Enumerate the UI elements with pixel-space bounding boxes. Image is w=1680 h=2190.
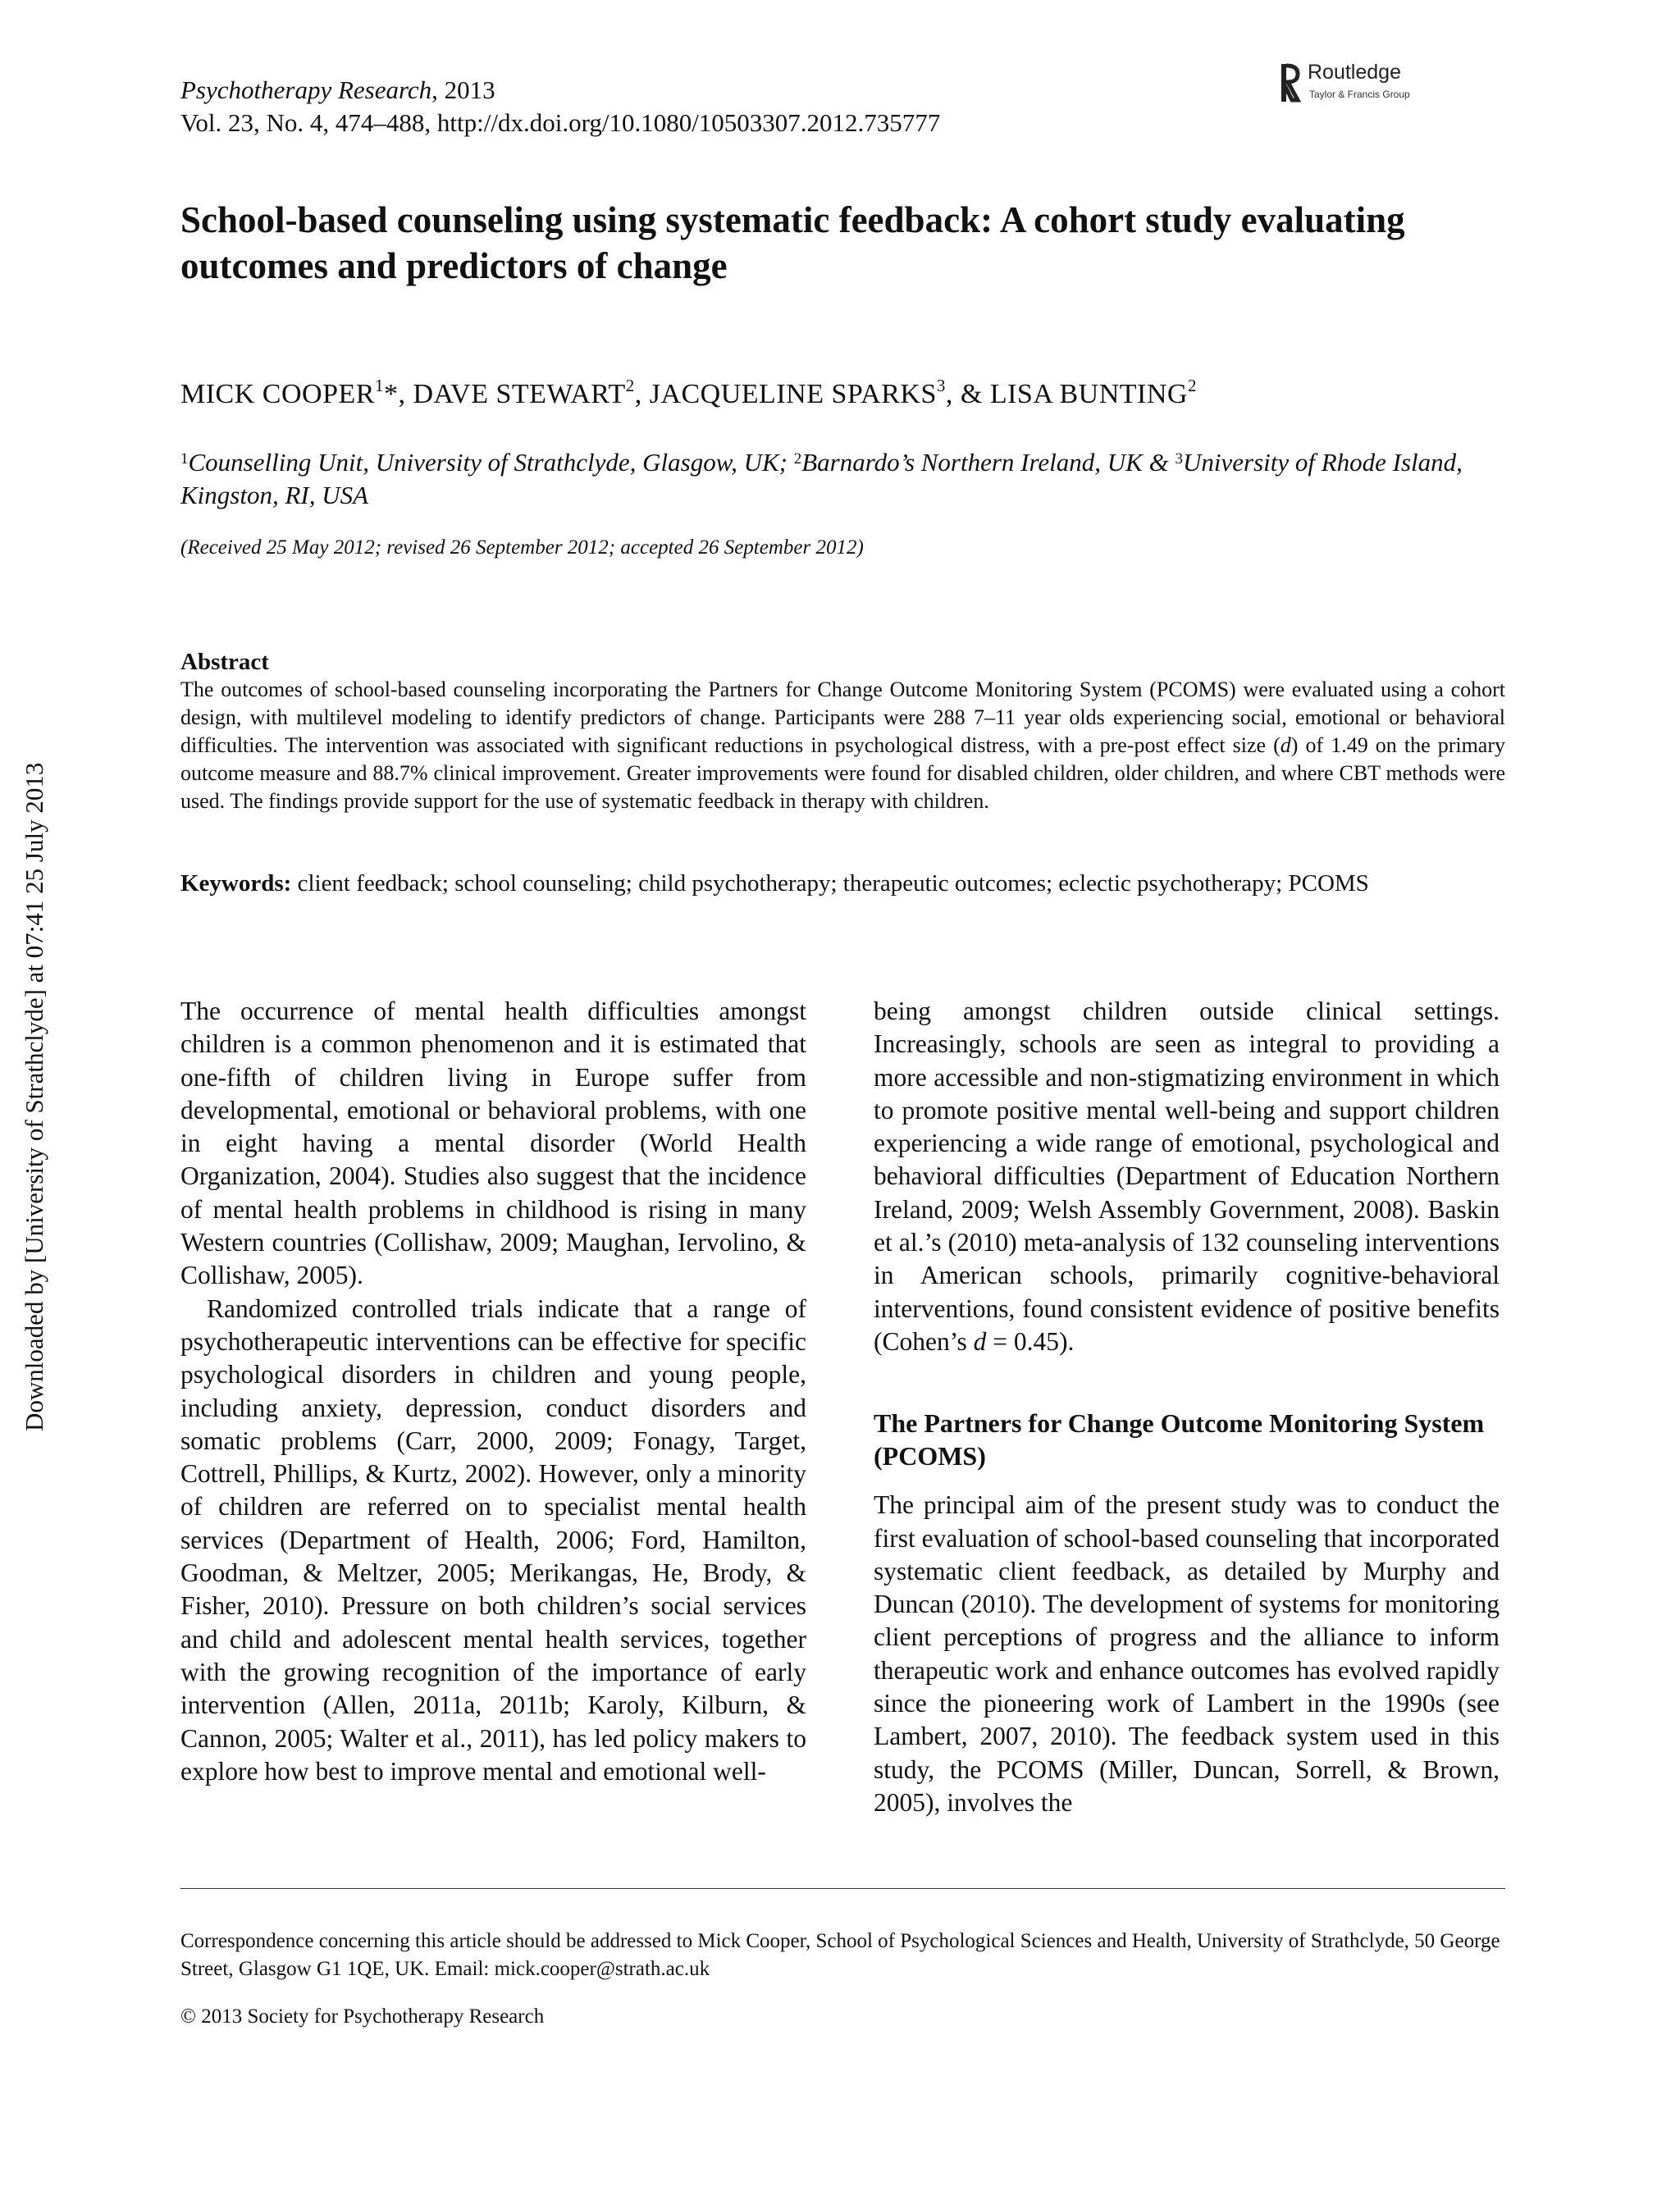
corresponding-author-mark: * — [383, 379, 399, 409]
affiliation-sup: 1 — [180, 450, 189, 468]
paragraph-text: being amongst children outside clinical settings. Increasingly, schools are seen as integral to providing a more accessible and non-stigmatizing environment in which to promote positive mental well-being and support children experiencing a wide range of emotional, psychological and behavioral difficulties (Department of Education Northern Ireland, 2009; Welsh Assembly Government, 2008). Baskin et al.’s (2010) meta-analysis of 132 counseling interventions in American schools, primarily cognitive-behavioral interventions, found consistent evidence of positive benefits (Cohen’s — [874, 997, 1500, 1356]
copyright-line — [180, 2005, 544, 2028]
body-paragraph: The occurrence of mental health difficulties amongst children is a common phenomenon and it is estimated that one-fifth of children living in Europe suffer from developmental, emotional or behavioral problems, with one in eight having a mental disorder (World Health Organization, 2004). Studies also suggest that the incidence of mental health problems in childhood is rising in many Western countries (Collishaw, 2009; Maughan, Iervolino, & Collishaw, 2005). — [180, 997, 806, 1290]
body-paragraph: Randomized controlled trials indicate that a range of psychotherapeutic interventions can be effective for specific psychological disorders in children and young people, including anxiety, depression, conduct disorders and somatic problems (Carr, 2000, 2009; Fonagy, Target, Cottrell, Phillips, & Kurtz, 2002). However, only a minority of children are referred on to specialist mental health services (Department of Health, 2006; Ford, Hamilton, Goodman, & Meltzer, 2005; Merikangas, He, Brody, & Fisher, 2010). Pressure on both children’s social services and child and adolescent mental health services, together with the growing recognition of the importance of early intervention (Allen, 2011a, 2011b; Karoly, Kilburn, & Cannon, 2005; Walter et al., 2011), has led policy makers to explore how best to improve mental and emotional well- — [180, 1293, 806, 1786]
author-list — [180, 376, 1197, 410]
keywords — [180, 868, 1505, 899]
volume-doi-line: Vol. 23, No. 4, 474–488, http://dx.doi.org/10.1080/10503307.2012.735777 — [180, 108, 941, 137]
abstract-heading: Abstract — [180, 649, 269, 675]
author-affiliation-sup: 2 — [1188, 376, 1197, 395]
publisher-brand: Routledge — [1308, 61, 1401, 84]
author-name: JACQUELINE SPARKS — [649, 379, 937, 409]
body-paragraph — [874, 995, 1500, 1358]
author-affiliation-sup: 1 — [374, 376, 384, 395]
author-separator: , — [398, 379, 413, 409]
affiliation-3: University of Rhode Island, Kingston, RI, USA — [180, 448, 1463, 509]
received-dates: (Received 25 May 2012; revised 26 September 2012; accepted 26 September 2012) — [180, 536, 864, 559]
section-heading: The Partners for Change Outcome Monitoring System (PCOMS) — [874, 1408, 1485, 1471]
author-name: LISA BUNTING — [989, 379, 1188, 409]
abstract — [180, 648, 1505, 815]
affiliation-2: Barnardo’s Northern Ireland, UK & — [801, 448, 1176, 477]
paragraph-text: = 0.45). — [986, 1326, 1075, 1356]
author-name: MICK COOPER — [180, 379, 375, 409]
author-separator: , — [634, 379, 650, 409]
footnote-rule — [180, 1888, 1505, 1889]
keywords-label: Keywords: — [180, 870, 292, 897]
publisher-logo — [1280, 59, 1444, 108]
author-name: DAVE STEWART — [413, 379, 626, 409]
author-separator: , & — [945, 379, 990, 409]
body-column-left — [180, 995, 806, 1788]
affiliation-1: Counselling Unit, University of Strathclyde, Glasgow, UK; — [188, 448, 794, 477]
abstract-text-part-1: The outcomes of school-based counseling incorporating the Partners for Change Outcome Monitoring System (PCOMS) were evaluated using a cohort design, with multilevel modeling to identify predictors of change. Participants were 288 7–11 year olds experiencing social, emotional or behavioral difficulties. The intervention was associated with significant reductions in psychological distress, with a pre-post effect size ( — [180, 678, 1505, 757]
abstract-body — [180, 676, 1505, 815]
journal-name: Psychotherapy Research — [180, 75, 432, 104]
download-watermark: Downloaded by [University of Strathclyde] at 07:41 25 July 2013 — [20, 762, 48, 1431]
publisher-group: Taylor & Francis Group — [1309, 89, 1410, 100]
abstract-text-part-2: ) of 1.49 on the primary outcome measure and 88.7% clinical improvement. Greater improvements were found for disabled children, older children, and where CBT methods were used. The findings provide support for the use of systematic feedback in therapy with children. — [180, 733, 1505, 813]
effect-size-symbol: d — [1280, 733, 1291, 757]
body-paragraph: The principal aim of the present study was to conduct the first evaluation of school-based counseling that incorporated systematic client feedback, as detailed by Murphy and Duncan (2010). The development of systems for monitoring client perceptions of progress and the alliance to inform therapeutic work and enhance outcomes has evolved rapidly since the pioneering work of Lambert in the 1990s (see Lambert, 2007, 2010). The feedback system used in this study, the PCOMS (Miller, Duncan, Sorrell, & Brown, 2005), involves the — [874, 1490, 1500, 1817]
affiliations — [180, 446, 1509, 512]
body-column-right — [874, 995, 1500, 1819]
affiliation-sup: 3 — [1175, 450, 1183, 468]
correspondence-note: Correspondence concerning this article should be addressed to Mick Cooper, School of Psychological Sciences and Health, University of Strathclyde, 50 George Street, Glasgow G1 1QE, UK. Email: mick.cooper@strath.ac.uk — [180, 1930, 1500, 1980]
author-affiliation-sup: 3 — [936, 376, 946, 395]
keywords-text: client feedback; school counseling; child psychotherapy; therapeutic outcomes; eclectic psychotherapy; PCOMS — [291, 870, 1369, 897]
journal-year: , 2013 — [431, 75, 495, 104]
author-affiliation-sup: 2 — [625, 376, 635, 395]
copyright-text: 2013 Society for Psychotherapy Research — [196, 2005, 545, 2028]
effect-size-symbol: d — [973, 1326, 987, 1356]
copyright-icon: © — [180, 2005, 196, 2028]
routledge-mark-icon — [1280, 62, 1301, 105]
article-title: School-based counseling using systematic feedback: A cohort study evaluating outcomes and predictors of change — [180, 199, 1405, 286]
journal-citation — [180, 74, 940, 139]
affiliation-sup: 2 — [793, 450, 802, 468]
